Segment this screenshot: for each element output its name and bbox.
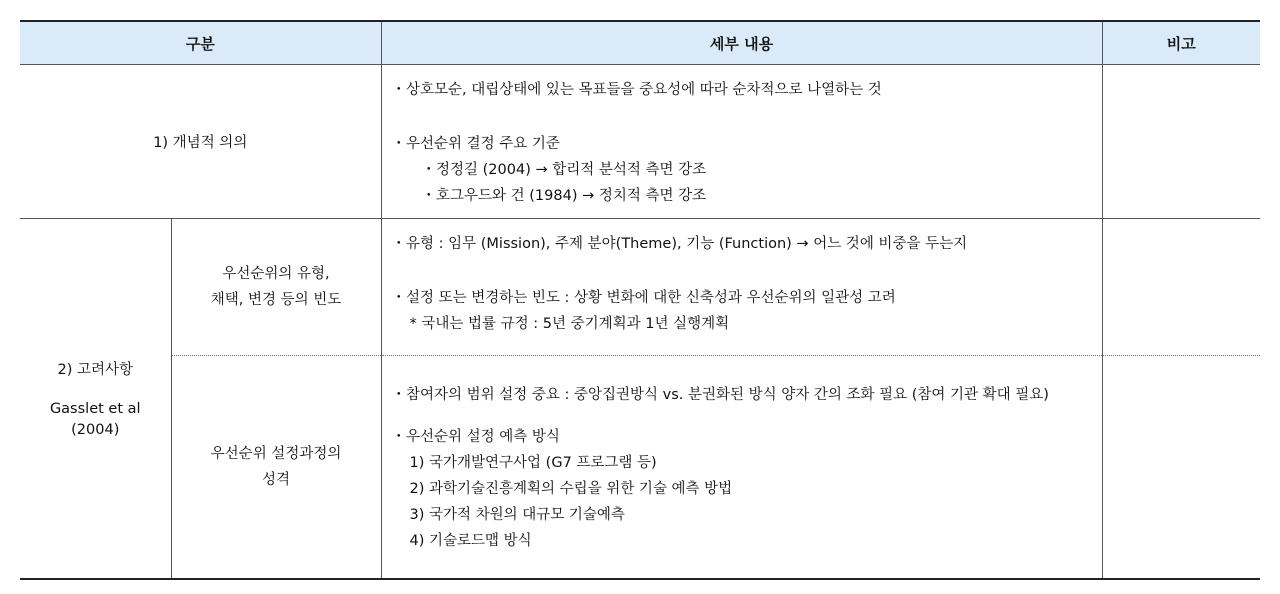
header-detail: 세부 내용 [381,21,1102,65]
detail-cell [381,65,1102,219]
priority-table [20,20,1260,580]
remark-cell [1102,219,1260,356]
detail-subline: 4) 기술로드맵 방식 [409,533,532,549]
subcategory-label: 성격 [262,472,291,488]
detail-subline: 1) 국가개발연구사업 (G7 프로그램 등) [409,455,657,471]
subcategory-label: 채택, 변경 등의 빈도 [210,292,342,308]
detail-line: ・유형 : 임무 (Mission), 주제 분야(Theme), 기능 (Function) → 어느 것에 비중을 두는지 [391,236,968,252]
category-author: Gasslet et al [49,400,141,417]
detail-line: ・상호모순, 대립상태에 있는 목표들을 중요성에 따라 순차적으로 나열하는 것 [391,82,882,98]
subcategory-cell [171,356,381,580]
subcategory-cell [171,219,381,356]
header-category: 구분 [20,21,381,65]
detail-line: ・우선순위 설정 예측 방식 [391,429,560,445]
table-row [20,356,1260,580]
detail-subline: ・정정길 (2004) → 합리적 분석적 측면 강조 [421,162,707,178]
subcategory-label: 우선순위 설정과정의 [210,446,342,462]
header-row [20,21,1260,65]
category-year: (2004) [71,421,120,438]
detail-line: ・참여자의 범위 설정 중요 : 중앙집권방식 vs. 분권화된 방식 양자 간의 조화 필요 (참여 기관 확대 필요) [391,387,1049,403]
detail-subline: ・호그우드와 건 (1984) → 정치적 측면 강조 [421,188,707,204]
detail-cell [381,219,1102,356]
category-cell [20,219,171,580]
category-cell [20,65,381,219]
category-label: 2) 고려사항 [57,361,134,378]
table-row [20,219,1260,356]
remark-cell [1102,65,1260,219]
detail-subline: 3) 국가적 차원의 대규모 기술예측 [409,507,625,523]
detail-note: * 국내는 법률 규정 : 5년 중기계획과 1년 실행계획 [409,316,730,332]
detail-line: ・우선순위 결정 주요 기준 [391,136,560,152]
table-row [20,65,1260,219]
detail-line: ・설정 또는 변경하는 빈도 : 상황 변화에 대한 신축성과 우선순위의 일관성 고려 [391,290,896,306]
remark-cell [1102,356,1260,580]
detail-subline: 2) 과학기술진흥계획의 수립을 위한 기술 예측 방법 [409,481,733,497]
detail-cell [381,356,1102,580]
category-label: 1) 개념적 의의 [153,135,248,151]
header-remark: 비고 [1102,21,1260,65]
subcategory-label: 우선순위의 유형, [222,266,330,282]
